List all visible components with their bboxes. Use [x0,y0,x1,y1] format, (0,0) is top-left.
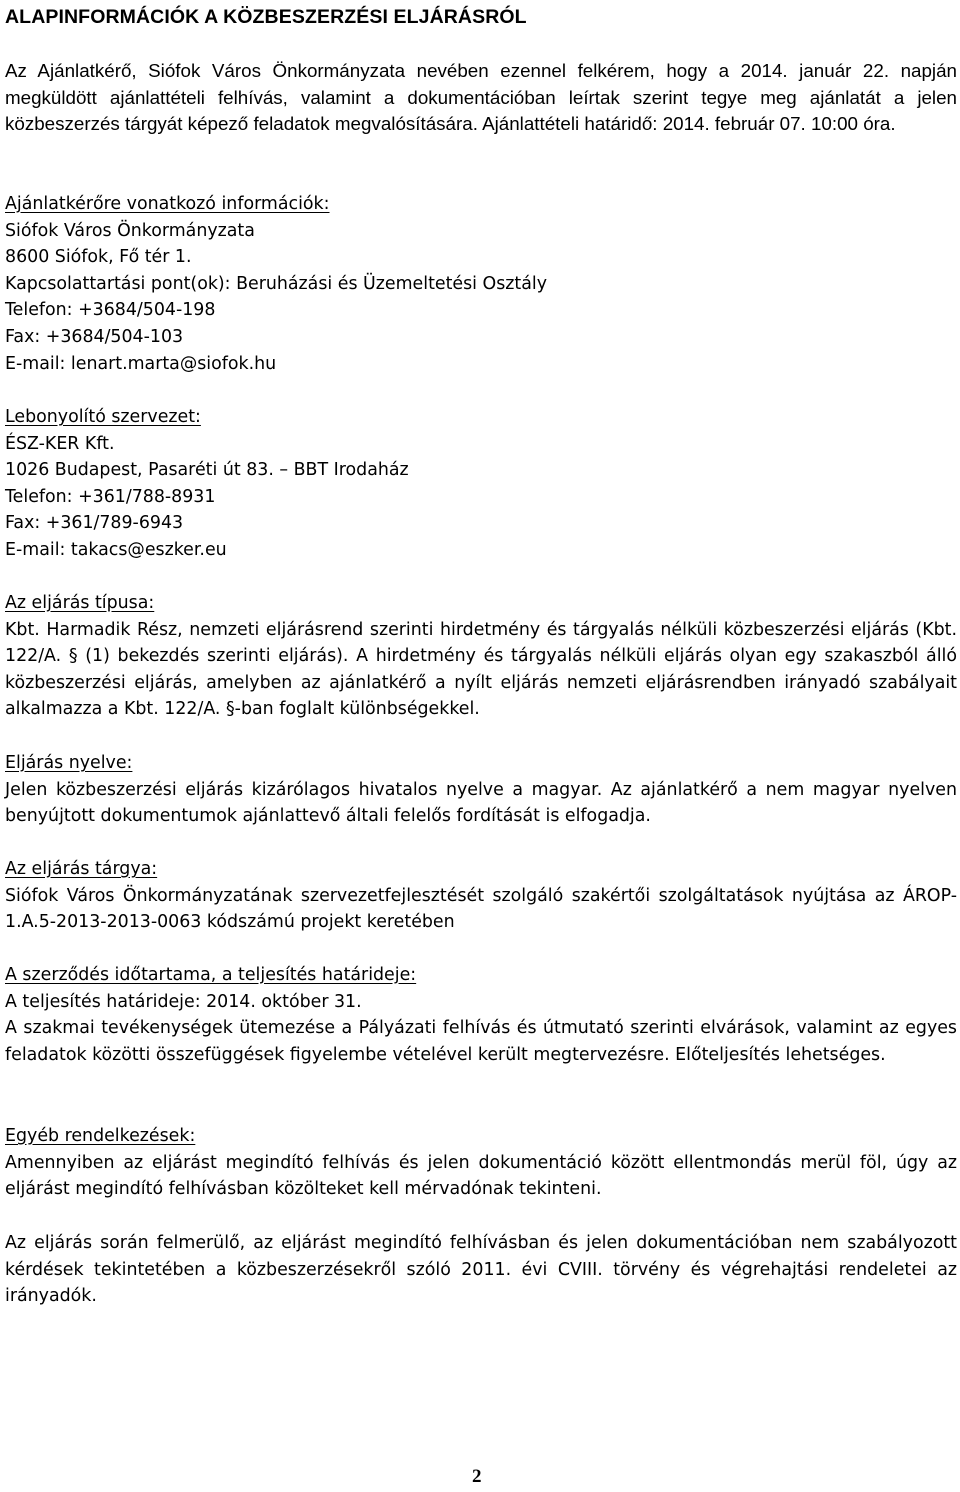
duration-deadline: A teljesítés határideje: 2014. október 31. [5,991,362,1012]
procedure-type-heading: Az eljárás típusa: [5,593,155,613]
contracting-authority-name: Siófok Város Önkormányzata [5,220,255,241]
procedure-type-section [5,590,957,723]
organizer-email: E-mail: takacs@eszker.eu [5,539,227,560]
contracting-authority-section [5,191,957,377]
contracting-authority-contact: Kapcsolattartási pont(ok): Beruházási és Üzemeltetési Osztály [5,273,548,294]
subject-heading: Az eljárás tárgya: [5,859,158,879]
contracting-authority-email: E-mail: lenart.marta@siofok.hu [5,353,277,374]
contracting-authority-fax: Fax: +3684/504-103 [5,326,184,347]
language-heading: Eljárás nyelve: [5,753,133,773]
other-provisions-text: Amennyiben az eljárást megindító felhívás és jelen dokumentáció között ellentmondás merül föl, úgy az eljárást megindító felhívásban közölteket kell mérvadónak tekinteni. [5,1152,957,1200]
organizer-phone: Telefon: +361/788-8931 [5,486,216,507]
language-text: Jelen közbeszerzési eljárás kizárólagos hivatalos nyelve a magyar. Az ajánlatkérő a nem magyar nyelven benyújtott dokumentumok ajánlattevő általi felelős fordítását is elfogadja. [5,779,957,827]
subject-text: Siófok Város Önkormányzatának szervezetfejlesztését szolgáló szakértői szolgáltatások nyújtása az ÁROP-1.A.5-2013-2013-0063 kódszámú projekt keretében [5,885,957,933]
organizer-heading: Lebonyolító szervezet: [5,407,201,427]
closing-paragraph: Az eljárás során felmerülő, az eljárást megindító felhívásban és jelen dokumentációban nem szabályozott kérdések tekintetében a közbeszerzésekről szóló 2011. évi CVIII. törvény és végrehajtási rendeletei az irányadók. [5,1233,957,1307]
contracting-authority-phone: Telefon: +3684/504-198 [5,300,216,321]
organizer-name: ÉSZ-KER Kft. [5,433,115,454]
document-title: ALAPINFORMÁCIÓK A KÖZBESZERZÉSI ELJÁRÁSRÓL [5,6,527,28]
organizer-fax: Fax: +361/789-6943 [5,513,184,534]
duration-heading: A szerződés időtartama, a teljesítés határideje: [5,965,417,985]
other-provisions-heading: Egyéb rendelkezések: [5,1126,196,1146]
contracting-authority-heading: Ajánlatkérőre vonatkozó információk: [5,194,330,214]
subject-section [5,856,957,936]
other-provisions-section [5,1123,957,1203]
duration-text: A szakmai tevékenységek ütemezése a Pályázati felhívás és útmutató szerinti elvárások, valamint az egyes feladatok közötti összefüggések figyelembe vételével került megtervezésre. Előteljesítés lehetséges. [5,1018,957,1065]
organizer-address: 1026 Budapest, Pasaréti út 83. – BBT Irodaház [5,460,409,481]
contracting-authority-address: 8600 Siófok, Fő tér 1. [5,247,192,268]
organizer-section [5,404,957,564]
procedure-type-text: Kbt. Harmadik Rész, nemzeti eljárásrend szerinti hirdetmény és tárgyalás nélküli közbeszerzési eljárás (Kbt. 122/A. § (1) bekezdés szerinti eljárás). A hirdetmény és tárgyalás nélküli eljárás olyan egy szakaszból álló közbeszerzési eljárás, amelyben az ajánlatkérő a nyílt eljárás nemzeti eljárásrendben irányadó szabályait alkalmazza a Kbt. 122/A. §-ban foglalt különbségekkel. [5,619,957,720]
intro-paragraph: Az Ajánlatkérő, Siófok Város Önkormányzata nevében ezennel felkérem, hogy a 2014. január 22. napján megküldött ajánlattételi felhívás, valamint a dokumentációban leírtak szerint tegye meg ajánlatát a jelen közbeszerzés tárgyát képező feladatok megvalósítására. Ajánlattételi határidő: 2014. február 07. 10:00 óra. [5,60,957,134]
duration-section [5,962,957,1068]
page-number: 2 [472,1466,482,1487]
language-section [5,750,957,830]
